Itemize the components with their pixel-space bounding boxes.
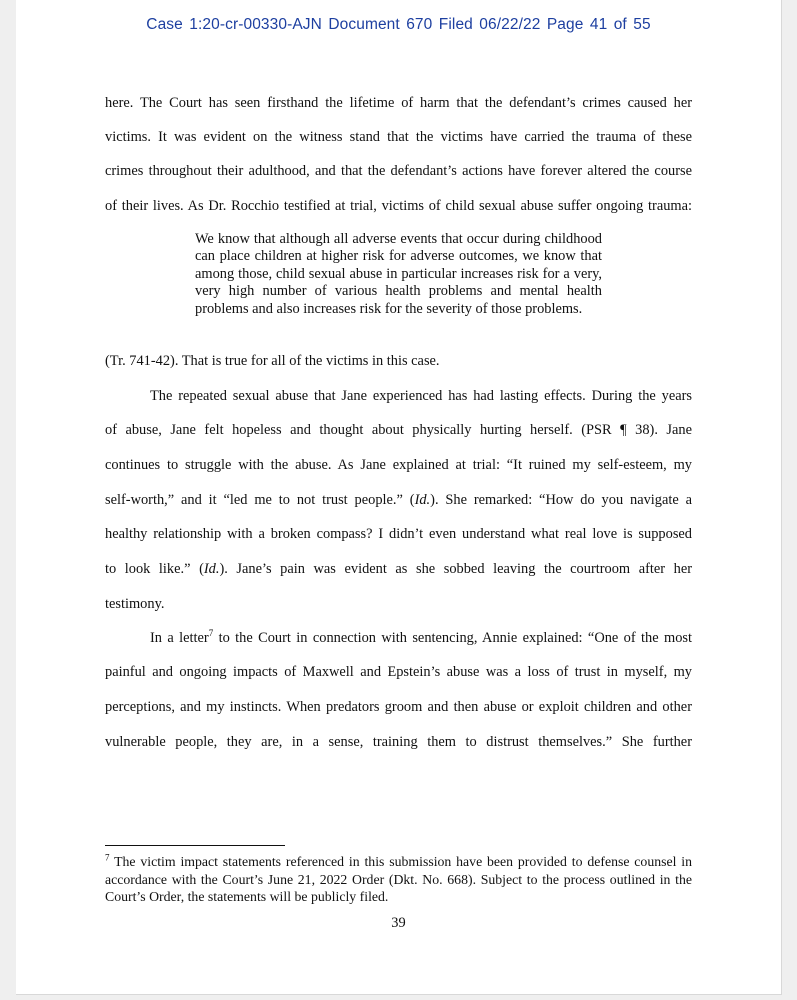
citation: Id. [414,492,431,508]
footnote-reference: 7 [208,628,214,639]
paragraph-line: vulnerable people, they are, in a sense, training them to distrust themselves.” She further [105,734,692,750]
case-header [0,16,797,34]
paragraph-line: The repeated sexual abuse that Jane experienced has had lasting effects. During the years [150,388,692,404]
page-count: Page 41 of 55 [546,16,651,33]
text-run: self-worth,” and it “led me to not trust people.” ( [105,492,415,508]
document-number: Document 670 [328,16,433,33]
paragraph-line: victims. It was evident on the witness stand that the victims have carried the trauma of these [105,129,692,145]
footnote-text: The victim impact statements referenced in this submission have been provided to defense counsel in accordance with the Court’s June 21, 2022 Order (Dkt. No. 668). Subject to the process outlined in the Court’s Order, the statements will be publicly filed. [105,854,692,904]
paragraph-line: here. The Court has seen firsthand the lifetime of harm that the defendant’s crimes caused her [105,95,692,111]
paragraph-line: crimes throughout their adulthood, and that the defendant’s actions have forever altered the course [105,163,692,179]
footnote-number: 7 [105,852,110,863]
footnote [105,853,692,906]
paragraph-line [150,629,692,647]
paragraph-line: perceptions, and my instincts. When predators groom and then abuse or exploit children and other [105,699,692,715]
paragraph-line: continues to struggle with the abuse. As Jane explained at trial: “It ruined my self-esteem, my [105,457,692,473]
text-run: ). She remarked: “How do you navigate a [430,492,692,508]
filed-date: Filed 06/22/22 [438,16,541,33]
paragraph-line: (Tr. 741-42). That is true for all of the victims in this case. [105,353,440,369]
paragraph-line: testimony. [105,596,165,612]
paragraph-line: healthy relationship with a broken compass? I didn’t even understand what real love is supposed [105,526,692,542]
block-quote: We know that although all adverse events that occur during childhood can place children at higher risk for adverse outcomes, we know that among those, child sexual abuse in particular increases risk for a very, very high number of various health problems and mental health problems and also increases risk for the severity of those problems. [195,231,602,317]
text-run: to the Court in connection with sentencing, Annie explained: “One of the most [213,630,692,646]
paragraph-line [105,491,692,509]
text-run: In a letter [150,630,209,646]
paragraph-line: of abuse, Jane felt hopeless and thought about physically hurting herself. (PSR ¶ 38). Jane [105,422,692,438]
paragraph-line: painful and ongoing impacts of Maxwell and Epstein’s abuse was a loss of trust in myself, my [105,664,692,680]
case-number: Case 1:20-cr-00330-AJN [146,16,322,33]
paragraph-line: of their lives. As Dr. Rocchio testified at trial, victims of child sexual abuse suffer ongoing trauma: [105,198,692,214]
paragraph-line [105,560,692,578]
citation: Id. [203,561,220,577]
text-run: ). Jane’s pain was evident as she sobbed leaving the courtroom after her [219,561,693,577]
footnote-divider [105,845,285,846]
text-run: to look like.” ( [105,561,204,577]
page-number: 39 [391,915,406,931]
